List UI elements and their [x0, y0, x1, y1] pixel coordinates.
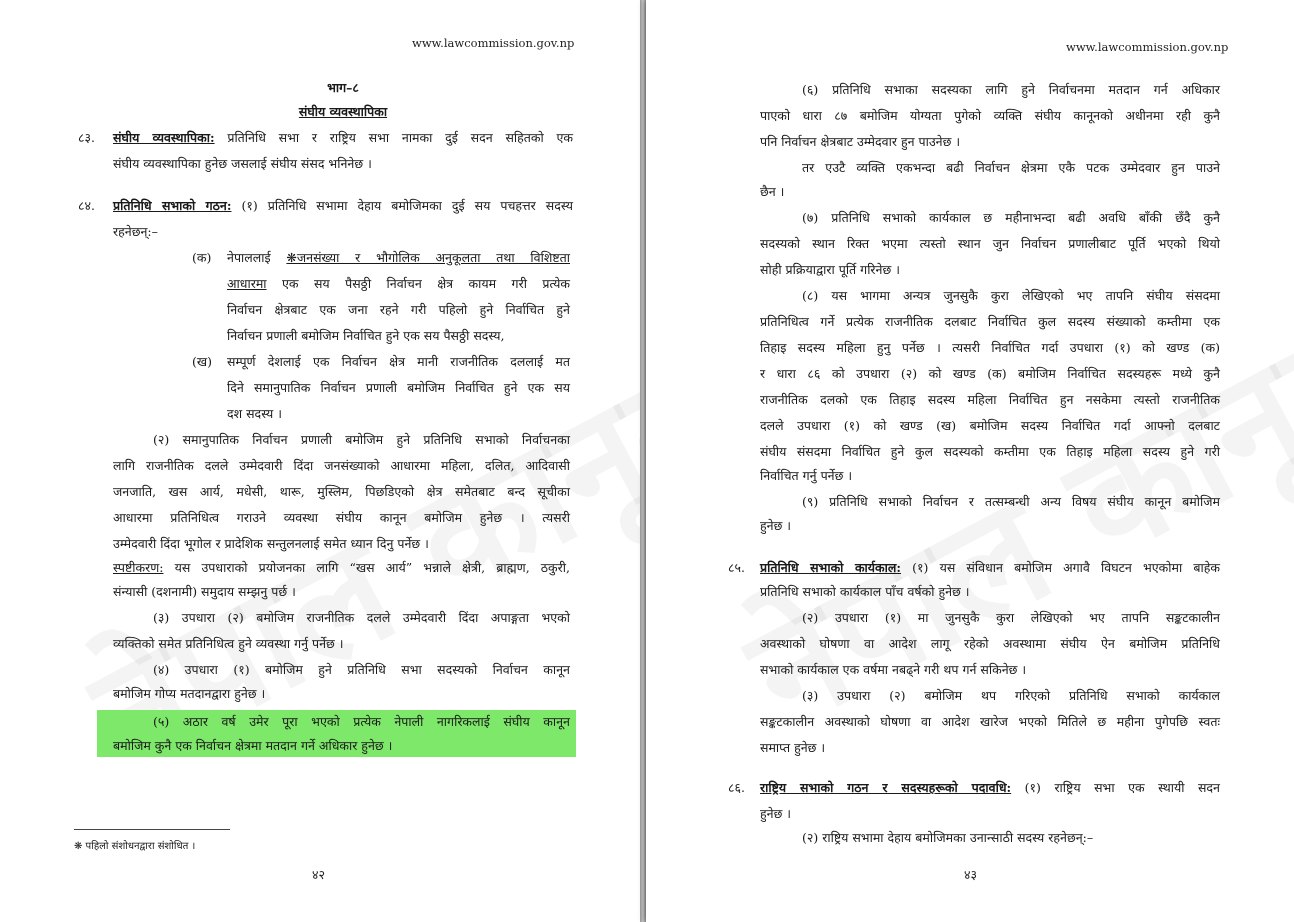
para-line: (२) उपधारा (१) मा जुनसुकै कुरा लेखिएको भए तापनि सङ्कटकालीन	[802, 610, 1220, 625]
footnote: ❋ पहिलो संशोधनद्वारा संशोधित ।	[74, 841, 196, 852]
highlighted-line: (५) अठार वर्ष उमेर पूरा भएको प्रत्येक नेपाली नागरिकलाई संघीय कानून	[153, 714, 570, 729]
clause-line: निर्वाचन प्रणाली बमोजिम निर्वाचित हुने एक सय पैसठ्ठी सदस्य,	[227, 328, 505, 343]
para-line: दलले उपधारा (१) को खण्ड (ख) बमोजिम सदस्य निर्वाचित गर्दा आफ्नो दलबाट	[760, 418, 1220, 433]
para-line: सभाको कार्यकाल एक वर्षमा नबढ्ने गरी थप गर्न सकिनेछ ।	[760, 662, 1027, 677]
para-line: राजनीतिक दलको एक तिहाइ सदस्य महिला निर्वाचित हुन नसकेमा त्यस्तो राजनीतिक	[760, 392, 1220, 407]
text: यस उपधाराको प्रयोजनका लागि “खस आर्य” भन्नाले क्षेत्री, ब्राह्मण, ठकुरी,	[174, 560, 570, 575]
para-line: सदस्यको स्थान रिक्त भएमा त्यस्तो स्थान जुन निर्वाचन प्रणालीबाट पूर्ति भएको थियो	[760, 236, 1220, 251]
clause-line: दिने समानुपातिक निर्वाचन प्रणाली बमोजिम निर्वाचित हुने एक सय	[227, 380, 570, 395]
article-heading: संघीय व्यवस्थापिका:	[113, 130, 215, 145]
explanation-line	[113, 560, 570, 576]
para-line: (२) राष्ट्रिय सभामा देहाय बमोजिमका उनान्साठी सदस्य रहनेछन्:–	[802, 830, 1094, 845]
article-85-line: प्रतिनिधि सभाको कार्यकाल पाँच वर्षको हुनेछ ।	[760, 584, 970, 599]
text: (१) यस संविधान बमोजिम अगावै विघटन भएकोमा बाहेक	[912, 560, 1221, 575]
article-heading: प्रतिनिधि सभाको कार्यकाल:	[760, 560, 901, 575]
article-number: ८६.	[728, 780, 745, 795]
para-line: सङ्कटकालीन अवस्थाको घोषणा वा आदेश खारेज भएको मितिले छ महीना पुगेपछि स्वतः	[760, 714, 1220, 729]
explanation-line: संन्यासी (दशनामी) समुदाय सम्झनु पर्छ ।	[113, 584, 296, 599]
clause-line	[227, 276, 570, 292]
para-line: उम्मेदवारी दिंदा भूगोल र प्रादेशिक सन्तुलनलाई समेत ध्यान दिनु पर्नेछ ।	[113, 536, 429, 551]
clause-label: (क)	[192, 250, 212, 265]
text: प्रतिनिधि सभा र राष्ट्रिय सभा नामका दुई सदन सहितको एक	[227, 130, 573, 145]
para-line: छैन ।	[760, 184, 785, 199]
para-line: हुनेछ ।	[760, 518, 792, 533]
article-83-line: संघीय व्यवस्थापिका हुनेछ जसलाई संघीय संसद भनिनेछ ।	[113, 156, 372, 171]
clause-line	[227, 250, 570, 266]
page-url: www.lawcommission.gov.np	[1066, 40, 1229, 54]
para-line: प्रतिनिधित्व गर्ने प्रत्येक राजनीतिक दलबाट निर्वाचित कुल सदस्य संख्याको कम्तीमा एक	[760, 314, 1220, 329]
article-86-line	[760, 780, 1220, 796]
footnote-rule	[74, 829, 230, 830]
article-number: ८४.	[78, 198, 95, 213]
article-83-line	[113, 130, 573, 146]
para-line: तिहाइ सदस्य महिला हुनु पर्नेछ । त्यसरी निर्वाचित गर्दा उपधारा (१) को खण्ड (क)	[760, 340, 1220, 355]
clause-line: निर्वाचन क्षेत्रबाट एक जना रहने गरी पहिलो हुने निर्वाचित हुने	[227, 302, 570, 317]
part-title: संघीय व्यवस्थापिका	[298, 104, 388, 119]
explanation-label: स्पष्टीकरण:	[113, 560, 164, 575]
clause-line: दश सदस्य ।	[227, 406, 283, 421]
text: एक सय पैसठ्ठी निर्वाचन क्षेत्र कायम गरी प्रत्येक	[282, 276, 570, 291]
para-line: जनजाति, खस आर्य, मधेसी, थारू, मुस्लिम, पिछडिएको क्षेत्र समेतबाट बन्द सूचीका	[113, 484, 570, 499]
para-line: सोही प्रक्रियाद्वारा पूर्ति गरिनेछ ।	[760, 262, 900, 277]
para-line: अवस्थाको घोषणा वा आदेश लागू रहेको अवस्थामा संघीय ऐन बमोजिम प्रतिनिधि	[760, 636, 1220, 651]
highlighted-line: बमोजिम कुनै एक निर्वाचन क्षेत्रमा मतदान गर्ने अधिकार हुनेछ ।	[113, 738, 393, 753]
part-number: भाग–८	[327, 80, 359, 95]
article-number: ८५.	[728, 560, 745, 575]
page-url: www.lawcommission.gov.np	[412, 36, 575, 50]
para-line: आधारमा प्रतिनिधित्व गराउने व्यवस्था संघीय कानून बमोजिम हुनेछ । त्यसरी	[113, 510, 570, 525]
para-line: (६) प्रतिनिधि सभाका सदस्यका लागि हुने निर्वाचनमा मतदान गर्न अधिकार	[802, 82, 1220, 97]
text: नेपाललाई	[227, 250, 271, 265]
para-line: व्यक्तिको समेत प्रतिनिधित्व हुने व्यवस्था गर्नु पर्नेछ ।	[113, 636, 344, 651]
para-line: र धारा ८६ को उपधारा (२) को खण्ड (क) बमोजिम निर्वाचित सदस्यहरू मध्ये कुनै	[760, 366, 1220, 381]
article-86-line: हुनेछ ।	[760, 806, 792, 821]
para-line: (३) उपधारा (२) बमोजिम राजनीतिक दलले उम्मेदवारी दिंदा अपाङ्गता भएको	[153, 610, 570, 625]
article-84-line	[113, 198, 573, 214]
para-line: समाप्त हुनेछ ।	[760, 740, 826, 755]
clause-label: (ख)	[192, 354, 212, 369]
text: ❋जनसंख्या र भौगोलिक अनुकूलता तथा विशिष्टता	[286, 250, 570, 265]
para-line: (४) उपधारा (१) बमोजिम हुने प्रतिनिधि सभा सदस्यको निर्वाचन कानून	[153, 662, 570, 677]
para-line: निर्वाचित गर्नु पर्नेछ ।	[760, 468, 853, 483]
para-line: (९) प्रतिनिधि सभाको निर्वाचन र तत्सम्बन्धी अन्य विषय संघीय कानून बमोजिम	[802, 494, 1220, 509]
para-line: (३) उपधारा (२) बमोजिम थप गरिएको प्रतिनिधि सभाको कार्यकाल	[802, 688, 1220, 703]
text: (१) राष्ट्रिय सभा एक स्थायी सदन	[1024, 780, 1220, 795]
para-line: (२) समानुपातिक निर्वाचन प्रणाली बमोजिम हुने प्रतिनिधि सभाको निर्वाचनका	[153, 432, 570, 447]
article-heading: प्रतिनिधि सभाको गठन:	[113, 198, 232, 213]
clause-line: सम्पूर्ण देशलाई एक निर्वाचन क्षेत्र मानी राजनीतिक दललाई मत	[227, 354, 570, 369]
article-number: ८३.	[78, 130, 95, 145]
para-line: पनि निर्वाचन क्षेत्रबाट उम्मेदवार हुन पाउनेछ ।	[760, 134, 961, 149]
article-84-line: रहनेछन्:–	[113, 224, 158, 239]
left-page	[0, 0, 640, 922]
para-line: पाएको धारा ८७ बमोजिम योग्यता पुगेको व्यक्ति संघीय कानूनको अधीनमा रही कुनै	[760, 108, 1220, 123]
page-number: ४२	[312, 867, 326, 882]
text: (१) प्रतिनिधि सभामा देहाय बमोजिमका दुई सय पचहत्तर सदस्य	[241, 198, 573, 213]
para-line: तर एउटै व्यक्ति एकभन्दा बढी निर्वाचन क्षेत्रमा एकै पटक उम्मेदवार हुन पाउने	[802, 160, 1220, 175]
para-line: (८) यस भागमा अन्यत्र जुनसुकै कुरा लेखिएको भए तापनि संघीय संसदमा	[802, 288, 1220, 303]
para-line: (७) प्रतिनिधि सभाको कार्यकाल छ महीनाभन्दा बढी अवधि बाँकी छँदै कुनै	[802, 210, 1220, 225]
article-heading: राष्ट्रिय सभाको गठन र सदस्यहरूको पदावधि:	[760, 780, 1012, 795]
para-line: संघीय संसदमा निर्वाचित हुने कुल सदस्यको कम्तीमा एक तिहाइ महिला सदस्य हुने गरी	[760, 444, 1220, 459]
para-line: बमोजिम गोप्य मतदानद्वारा हुनेछ ।	[113, 686, 266, 701]
para-line: लागि राजनीतिक दलले उम्मेदवारी दिंदा जनसंख्याको आधारमा महिला, दलित, आदिवासी	[113, 458, 570, 473]
text: आधारमा	[227, 276, 267, 291]
article-85-line	[760, 560, 1220, 576]
right-page	[646, 0, 1294, 922]
page-number: ४३	[964, 867, 978, 882]
